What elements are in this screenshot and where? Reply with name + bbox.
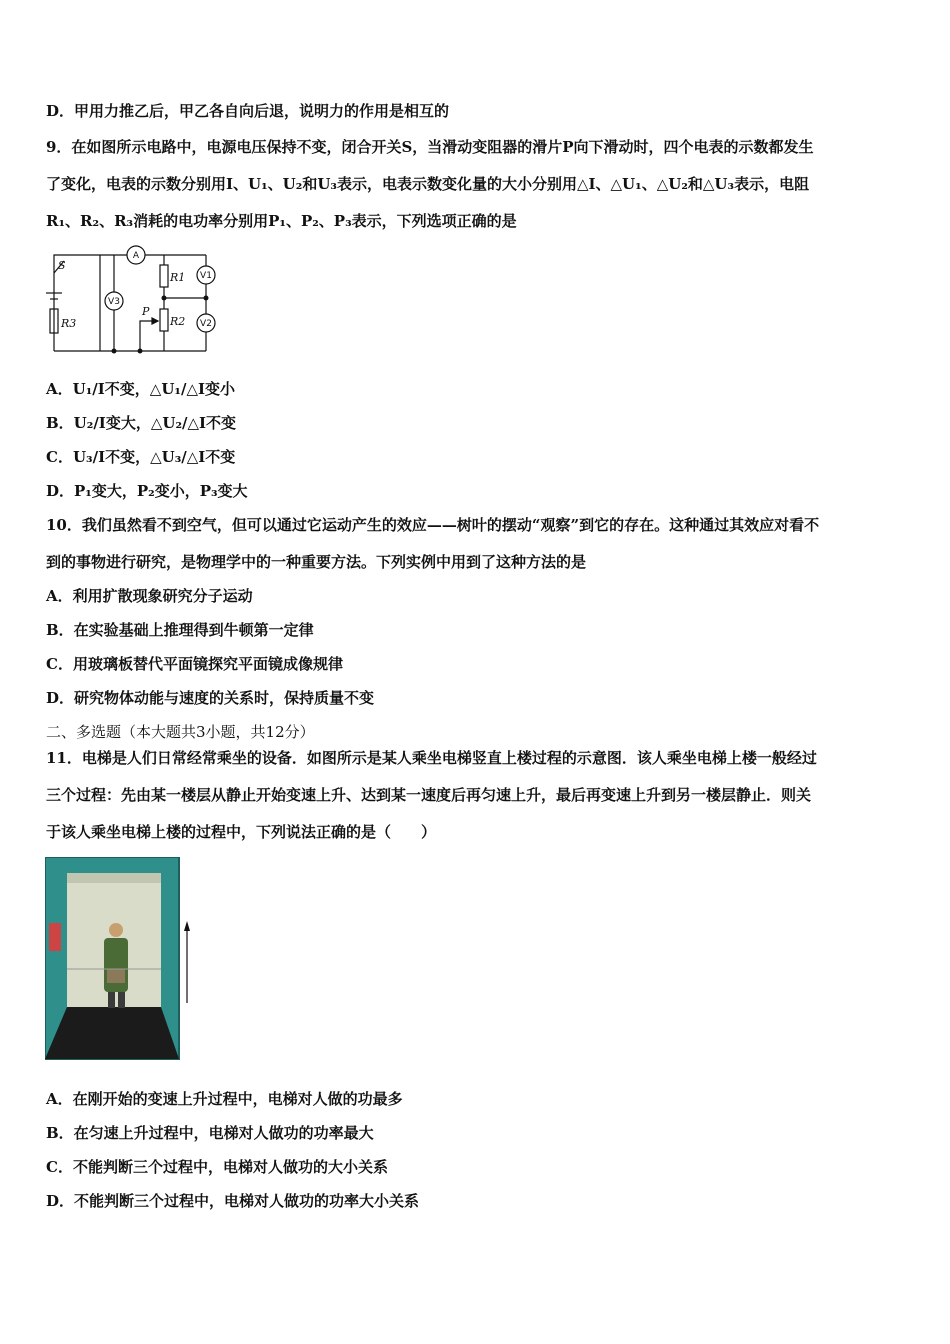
q10-option-d: D．研究物体动能与速度的关系时，保持质量不变 (46, 689, 375, 707)
q10-stem-line-2: 到的事物进行研究，是物理学中的一种重要方法。下列实例中用到了这种方法的是 (46, 553, 587, 571)
q10-stem-line-1: 10．我们虽然看不到空气，但可以通过它运动产生的效应——树叶的摆动“观察”到它的存在。这种通过其效应对看不 (46, 516, 820, 534)
q11-option-b: B．在匀速上升过程中，电梯对人做功的功率最大 (46, 1124, 374, 1142)
q11-stem-line-2: 三个过程：先由某一楼层从静止开始变速上升、达到某一速度后再匀速上升，最后再变速上升到另一楼层静止．则关 (46, 786, 812, 804)
q10-option-a: A．利用扩散现象研究分子运动 (46, 587, 253, 605)
circuit-diagram (44, 243, 224, 355)
v3-label: V3 (108, 297, 120, 307)
slider-label: P (142, 305, 150, 318)
q11-stem-line-3: 于该人乘坐电梯上楼的过程中，下列说法正确的是（ ） (46, 823, 437, 841)
q9-option-a: A．U₁/I不变，△U₁/△I变小 (46, 380, 236, 398)
switch-label: S (58, 259, 66, 272)
ammeter-label: A (132, 251, 140, 261)
elevator-illustration (45, 857, 195, 1061)
q10-option-b: B．在实验基础上推理得到牛顿第一定律 (46, 621, 314, 639)
r1-label: R1 (170, 271, 186, 284)
q9-option-c: C．U₃/I不变，△U₃/△I不变 (46, 448, 236, 466)
r3-label: R3 (61, 317, 77, 330)
q9-stem-line-1: 9．在如图所示电路中，电源电压保持不变，闭合开关S，当滑动变阻器的滑片P向下滑动时，四个电表的示数都发生 (46, 138, 814, 156)
q9-option-b: B．U₂/I变大，△U₂/△I不变 (46, 414, 237, 432)
q10-option-c: C．用玻璃板替代平面镜探究平面镜成像规律 (46, 655, 343, 673)
q11-option-d: D．不能判断三个过程中，电梯对人做功的功率大小关系 (46, 1192, 420, 1210)
q11-option-a: A．在刚开始的变速上升过程中，电梯对人做的功最多 (46, 1090, 403, 1108)
section-heading: 二、多选题（本大题共3小题，共12分） (46, 723, 315, 741)
q11-stem-line-1: 11．电梯是人们日常经常乘坐的设备．如图所示是某人乘坐电梯竖直上楼过程的示意图．该人乘坐电梯上楼一般经过 (46, 749, 817, 767)
q11-option-c: C．不能判断三个过程中，电梯对人做功的大小关系 (46, 1158, 388, 1176)
q9-option-d: D．P₁变大，P₂变小，P₃变大 (46, 482, 248, 500)
elevator-panel-icon (49, 923, 61, 951)
v1-label: V1 (200, 271, 212, 281)
r2-label: R2 (170, 315, 186, 328)
v2-label: V2 (200, 319, 212, 329)
q9-stem-line-2: 了变化，电表的示数分别用I、U₁、U₂和U₃表示，电表示数变化量的大小分别用△I、△U₁、△U₂和△U₃表示，电阻 (46, 175, 810, 193)
q8-option-d: D．甲用力推乙后，甲乙各自向后退，说明力的作用是相互的 (46, 102, 450, 120)
q9-stem-line-3: R₁、R₂、R₃消耗的电功率分别用P₁、P₂、P₃表示，下列选项正确的是 (46, 212, 517, 230)
